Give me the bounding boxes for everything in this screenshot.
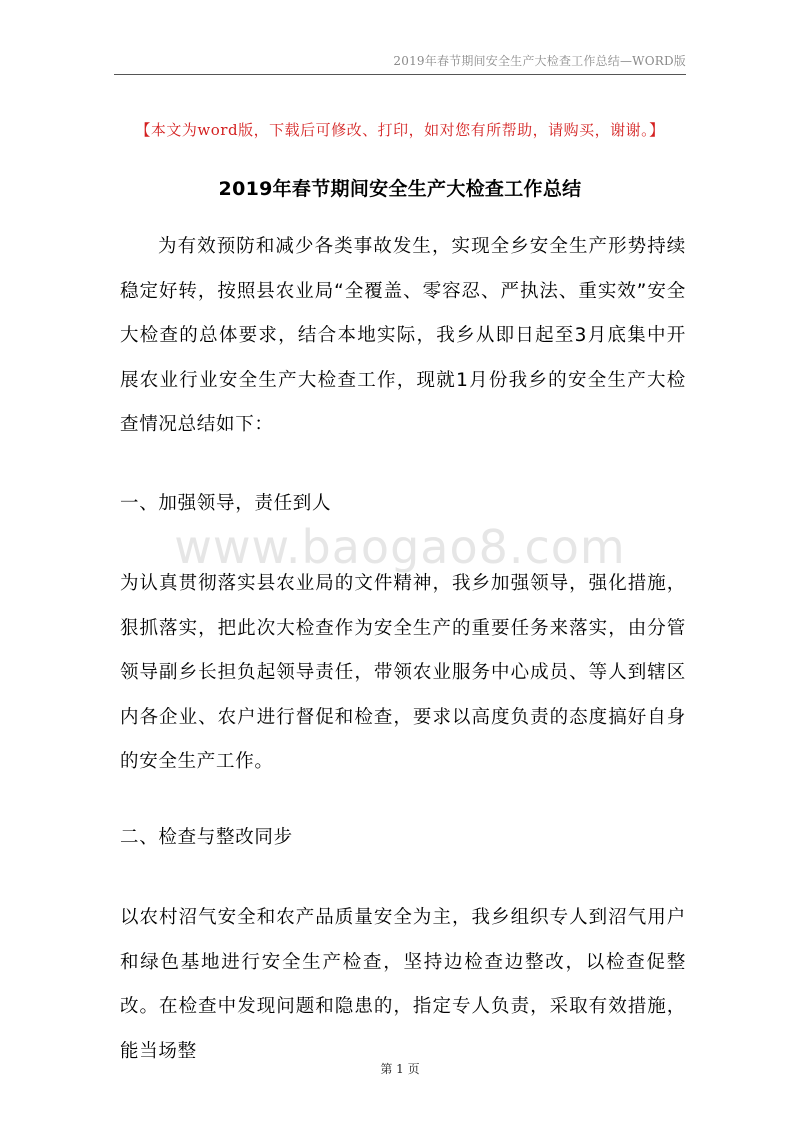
intro-paragraph: 为有效预防和减少各类事故发生，实现全乡安全生产形势持续稳定好转，按照县农业局“全覆盖、零容忍、严执法、重实效”安全大检查的总体要求，结合本地实际，我乡从即日起至3月底集中开展农业行业安全生产大检查工作，现就1月份我乡的安全生产大检查情况总结如下： xyxy=(120,236,686,435)
section-2-heading: 二、检查与整改同步 xyxy=(120,827,293,848)
section-1-body: 为认真贯彻落实县农业局的文件精神，我乡加强领导，强化措施，狠抓落实，把此次大检查作为安全生产的重要任务来落实，由分管领导副乡长担负起领导责任，带领农业服务中心成员、等人到辖区内各企业、农户进行督促和检查，要求以高度负责的态度搞好自身的安全生产工作。 xyxy=(120,573,686,772)
page-number: 第 1 页 xyxy=(380,1062,420,1076)
section-1-heading: 一、加强领导，责任到人 xyxy=(120,493,332,514)
page-header: 2019年春节期间安全生产大检查工作总结—WORD版 xyxy=(393,54,686,68)
section-2-body: 以农村沼气安全和农产品质量安全为主，我乡组织专人到沼气用户和绿色基地进行安全生产检查，坚持边检查边整改，以检查促整改。在检查中发现问题和隐患的，指定专人负责，采取有效措施，能当场整 xyxy=(120,907,686,1062)
header-divider xyxy=(114,74,686,75)
watermark: www.baogao8.com xyxy=(174,520,626,574)
document-title: 2019年春节期间安全生产大检查工作总结 xyxy=(218,178,582,200)
download-notice: 【本文为word版，下载后可修改、打印，如对您有所帮助，请购买，谢谢。】 xyxy=(135,121,665,139)
